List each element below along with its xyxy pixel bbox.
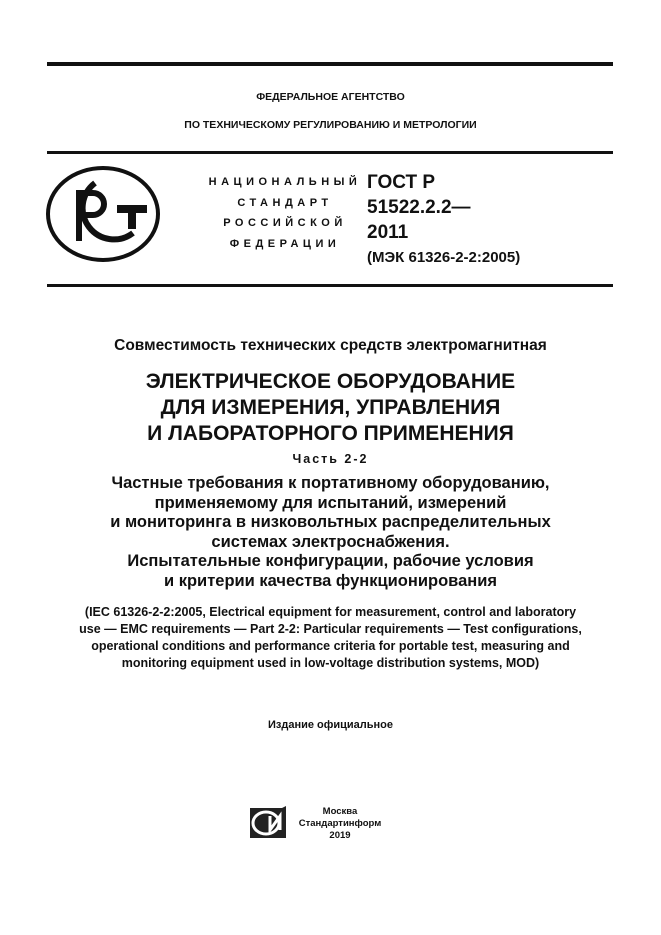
publisher-name: Стандартинформ xyxy=(298,818,382,829)
top-rule xyxy=(47,62,613,66)
designation-line4: (МЭК 61326-2-2:2005) xyxy=(367,249,521,266)
main-title xyxy=(0,369,661,447)
iec-line: monitoring equipment used in low-voltage distribution systems, MOD) xyxy=(121,656,540,670)
publisher xyxy=(290,806,390,842)
national-standard-label xyxy=(190,172,380,254)
iec-reference xyxy=(0,604,661,672)
main-title-line: ЭЛЕКТРИЧЕСКОЕ ОБОРУДОВАНИЕ xyxy=(145,370,516,393)
subtitle-line: и мониторинга в низковольтных распределительных xyxy=(110,513,551,531)
ns-line: НАЦИОНАЛЬНЫЙ xyxy=(208,176,362,188)
iec-line: use — EMC requirements — Part 2-2: Particular requirements — Test configurations, xyxy=(79,622,582,636)
header-bottom-rule xyxy=(47,284,613,287)
ns-line: РОССИЙСКОЙ xyxy=(223,217,347,229)
subtitle-line: Частные требования к портативному оборудованию, xyxy=(111,474,550,492)
subtitle-line: применяемому для испытаний, измерений xyxy=(154,493,507,512)
iec-line: operational conditions and performance criteria for portable test, measuring and xyxy=(91,639,570,653)
part-label: Часть 2-2 xyxy=(292,452,369,466)
subtitle xyxy=(0,474,661,591)
ns-line: ФЕДЕРАЦИИ xyxy=(229,237,341,250)
publisher-year: 2019 xyxy=(329,830,351,841)
subtitle-line: Испытательные конфигурации, рабочие условия xyxy=(127,552,534,570)
agency-line1: ФЕДЕРАЛЬНОЕ АГЕНТСТВО xyxy=(256,91,405,103)
header-rule xyxy=(47,151,613,154)
main-title-line: И ЛАБОРАТОРНОГО ПРИМЕНЕНИЯ xyxy=(147,422,514,445)
designation-line3: 2011 xyxy=(367,222,409,243)
subtitle-line: системах электроснабжения. xyxy=(211,532,450,551)
main-title-line: ДЛЯ ИЗМЕРЕНИЯ, УПРАВЛЕНИЯ xyxy=(160,396,501,419)
publisher-city: Москва xyxy=(322,806,358,817)
subtitle-line: и критерии качества функционирования xyxy=(163,571,497,590)
series-title: Совместимость технических средств электромагнитная xyxy=(114,337,547,354)
iec-line: (IEC 61326-2-2:2005, Electrical equipment for measurement, control and laboratory xyxy=(84,605,577,619)
gost-logo-icon xyxy=(45,163,165,265)
standartinform-logo-icon xyxy=(248,804,288,840)
ns-line: СТАНДАРТ xyxy=(237,196,333,209)
designation-line2: 51522.2.2— xyxy=(367,197,471,218)
designation xyxy=(367,170,520,270)
designation-line1: ГОСТ Р xyxy=(367,172,436,193)
agency-line2: ПО ТЕХНИЧЕСКОМУ РЕГУЛИРОВАНИЮ И МЕТРОЛОГИИ xyxy=(184,119,477,131)
edition-label: Издание официальное xyxy=(267,719,394,731)
